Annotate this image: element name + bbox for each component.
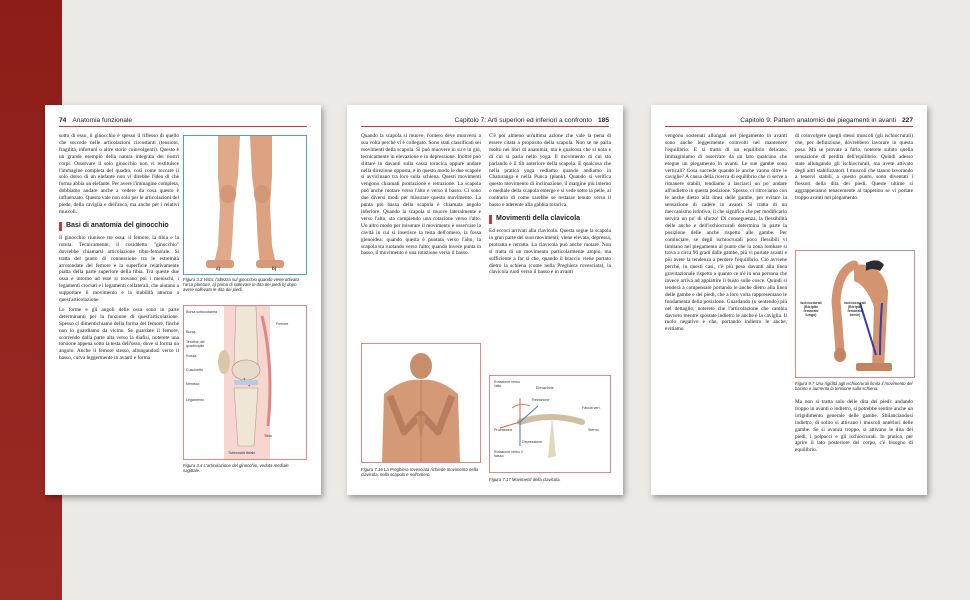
anatomy-label: Tibia: [264, 434, 272, 438]
figure-legs-photo: [183, 135, 307, 275]
back-pose-illustration: [362, 344, 480, 462]
running-title: Capitolo 7: Arti superiori ed inferiori a confronto: [454, 117, 592, 124]
figure-caption: Figura 7.17 Movimenti della clavicola.: [489, 477, 561, 482]
section-title: Basi di anatomia del ginocchio: [66, 221, 169, 229]
anatomy-label: Legamento: [186, 398, 204, 402]
figure-caption: Figura 7.16 La Preghiera rovesciata richiede movimento nella clavicola, nella scapola e nell'omero.: [361, 467, 479, 478]
diagram-label: Sterno: [588, 428, 599, 432]
figure-knee-anatomy: [183, 305, 307, 460]
figure-forward-bend-photo: [795, 250, 915, 378]
anatomy-label: Tendine del quadricipite: [186, 340, 205, 348]
paragraph: Le forme e gli angoli delle ossa sono in parte determinanti per la funzione di quest'articolazione. Spesso ci dimentichiamo della forma del femore, finché non lo guardiamo da vicino. Se guardate il femore, scorrendo dalla parte alta verso la diafisi, noterete una torsione appena sotto la testa dell'osso, dove si forma un angolo. Anche il femore stesso, allungandosi verso il basso, curva leggermente in avanti e forma: [59, 306, 179, 362]
figure-label-a: a): [216, 266, 221, 271]
page-header: [59, 115, 307, 127]
page-number: 227: [901, 117, 913, 124]
book-page-74: [45, 105, 321, 495]
text-column-left: [665, 133, 787, 488]
figure-caption: Figura 3.3 Vista: l'altezza sul ginocchio quando viene attivato l'arco plantare, a) prima di sollevare le dita dei piedi b) dopo avere sollevato le dita dei piedi.: [183, 277, 299, 293]
page-header: [665, 115, 913, 127]
paragraph: C'è poi almeno un'ultima azione che vale la pena di essere citata a proposito della scapola. Non se ne parla molto nei libri di anatomia, ma è qualcosa che si nota e di cui si parla nello yoga. Il movimento di cui sto parlando è il tilt anteriore della scapola. E qualcosa che nella pratica yoga vediamo quando andiamo in Chaturanga e nella Punca (plank). Quando si verifica questo movimento di inclinazione, il margine più interno o mediale della scapola emerge e si vede sotto la pelle, al contrario di come sarebbe se restasse tenuto verso il basso e aderente alla gabbia toracica.: [489, 133, 611, 209]
text-column-right-bottom: [795, 399, 913, 489]
knee-illustration: [184, 306, 306, 459]
paragraph: Il ginocchio riunisce tre ossa: il femore, la tibia e la rotula. Tecnicamente, il cosiddetto "ginocchio" dovrebbe chiamarsi articolazione tibio-femorale. Si tratta del punto di connessione tra le estremità arrotondate del femore e la superficie relativamente piatta della parte superiore della tibia. Tra queste due ossa e intorno ad esse si trovano poi i menischi, i legamenti crociati e i legamenti collaterali, che aiutano a supportare il movimento e la stabilità attorno a quest'articolazione.: [59, 234, 179, 304]
section-heading: [59, 222, 179, 231]
figure-label-b: b): [272, 266, 277, 271]
anatomy-label: Tuberosità tibiale: [228, 451, 256, 455]
legs-illustration: [184, 136, 306, 274]
anatomy-label: Rotula: [186, 354, 197, 358]
diagram-label: Protrazione: [494, 428, 513, 432]
paragraph: Ed eccoci arrivati alla clavicola. Questa segue la scapola in gran parte dei suoi movimenti; viene elevata, depressa, protratta e retratta. La clavicola può anche ruotare. Non si tratta di un movimento particolarmente ampio, ma sufficiente a far sì che, quando il braccio viene portato dietro la schiena (come nella Preghiera rovesciata), la clavicola ruoti verso il basso e in avanti: [489, 227, 611, 276]
paragraph: vengono sostenuti allungati nel piegamento in avanti sono anche leggermente coinvolti nel mantenere l'equilibrio. E si tratta di un equilibrio delicato. Immaginiamo di osservare da un lato qualcuno che esegue un piegamento in avanti. Le sue gambe sono verticali? Cosa succede quando le anche vanno oltre le caviglie? A causa della ricerca di equilibrio che ci serve a rimanere stabili, tendiamo a lasciarci un po' andare all'indietro in questa posizione. Spesso, ci ritroviamo con le anche dietro alla linea delle gambe, per evitare la sensazione di cadere in avanti. Si tratta di un meccanismo istintivo, il che significa che per modificarlo servirà un po' di sforzo! Di conseguenza, la flessibilità delle anche e dell'ischiocrurali determina in parte la posizione delle anche rispetto alle gambe. Per cominciare, se degli ischiocrurali poco flessibili vi limitano nel piegamento al punto che la zona lombare si trova a circa 90 gradi dalle gambe, più vi portate avanti e più avete la tendenza a perdere l'equilibrio. Ciò avviene perché, in questi casi, c'è più peso davanti alla linea gravitazionale rispetto a quanto ce n'è in una persona che invece arriva ad appiattire il busto sulle cosce. Quindi si tenderà a compensare portando le anche dietro alla linea delle gambe e dei piedi, che a loro volta rappresentano le fondamenta della posizione. Guardando (o sentendo) più nel dettaglio, noterete che l'articolazione che cambia davvero mentre spostate indietro le anche è la caviglia. Il ruolo negativo è che, portando indietro le anche, evitiamo: [665, 133, 787, 333]
running-title: Capitolo 9: Pattern anatomici dei piegamenti in avanti: [740, 117, 896, 124]
anatomy-label: Femore: [276, 322, 289, 326]
page-number: 74: [59, 117, 67, 124]
book-page-185: [347, 105, 623, 495]
diagram-label: Depressione: [522, 440, 543, 444]
book-page-227: [651, 105, 927, 495]
paragraph: Ma non si tratta solo delle dita dei piedi: andando troppo in avanti o indietro, si potrebbe sentire anche un irrigidimento generale delle gambe. Sbilanciandosi indietro, di solito si attivano i muscoli anteriori delle gambe. Se si avanza troppo, si attivano le dita dei piedi, i polpacci e gli ischiocrurali. In pratica, per aprire il lato posteriore del corpo, c'è bisogno di equilibrio.: [795, 399, 913, 454]
section-marker: [59, 222, 62, 231]
figure-caption: Figura 9.7 Una rigidità agli ischiocrurali limita il movimento del bacino e aumenta la tensione sulla schiena.: [795, 381, 913, 392]
page-number: 185: [597, 117, 609, 124]
page-header: [361, 115, 609, 127]
paragraph: di coinvolgere quegli stessi muscoli (gli ischiocrurali) che, per definizione, dovrebbero lavorare in questa posa. Ma se provate a farlo, noterete subito quella sensazione di perdita dell'equilibrio. Quindi adesso state allungando gli ischiocrurali, ma avete attivato degli altri stabilizzatori. I muscoli che stanno lavorando a tenervi stabili, a questo punto, sono diventati i flessori della dita dei piedi. Queste ultime si aggrapperanno tenacemente al tappetino se vi portate troppo avanti nel piegamento.: [795, 133, 913, 202]
running-title: Anatomia funzionale: [72, 117, 133, 124]
text-column-left: [59, 133, 179, 488]
text-column-left: [361, 133, 481, 337]
paragraph: sotto di esso, il ginocchio è spesso il riflesso di quello che succede nelle articolazioni circostanti (tensioni, fragilità, infortuni o altre storie coinvolgenti). Questo è un grande esempio della natura integrata dei nostri corpi. Osservare il solo ginocchio non vi restituisce l'immagine completa del quadro, così come toccare il solo dorso di un elefante non vi direbbe l'idea di che forma abbia un elefante. Per avere l'immagine completa, dobbiamo andare anche a vedere da cosa questo è influenzato. Questo vale non solo per le articolazioni del piede, della caviglia e dell'anca, ma anche per i relativi muscoli.: [59, 133, 179, 215]
anatomy-label: Bursa: [186, 330, 196, 334]
anatomy-label: Cuscinetto: [186, 368, 203, 372]
muscle-label: Ischiocrurali (Bicipite femorale lungo): [800, 301, 822, 317]
section-marker: [489, 215, 492, 224]
diagram-label: Elevazione: [536, 386, 554, 390]
diagram-label: Rotazione verso il basso: [494, 450, 523, 458]
muscle-label: Ischiocrurali (Bicipite femorale breve): [844, 301, 866, 317]
anatomy-label: Menisco: [186, 382, 200, 386]
diagram-label: Retrazione: [532, 398, 550, 402]
section-title: Movimenti della clavicola: [496, 215, 581, 223]
diagram-label: Rotazione verso l'alto: [494, 380, 520, 388]
figure-reverse-prayer-photo: [361, 343, 481, 463]
figure-caption: Figura 3.4 L'articolazione del ginocchio, veduta mediale sagittale.: [183, 463, 289, 474]
paragraph: Quando la scapola si muove, l'omero deve muoversi a sua volta perché vi è collegato. Sono stati classificati sei movimenti della scapola. Si può muovere in su e in giù, tecnicamente in elevazione e in depressione. Inoltre può slittare in davanti sulla cassa toracica oppure andare nella direzione opposta, e in questo modo le due scapole si avvicinano tra loro sulla schiena. Questi movimenti vengono chiamati protrazione e retrazione. La scapola può anche ruotare verso l'alto e verso il basso. Ci sono due diversi modi per misurare questo movimento. La punta più bassa della scapola è chiamata angolo inferiore. Quando la scapola si muove lateralmente e verso l'alto, sta compiendo una rotazione verso l'alto. Un altro modo per misurare il movimento è osservare la cavità in cui si inserisce la testa dell'omero, la fossa glenoidea: quando questa è puntata verso l'alto, la scapola sta ruotando verso l'alto; quando invece punta in basso, il movimento è una rotazione verso il basso.: [361, 133, 481, 257]
figure-clavicle-movements: [489, 375, 611, 473]
anatomy-label: Borsa sottocutanea: [186, 310, 217, 314]
diagram-label: Faccia vert.: [582, 406, 601, 410]
section-heading: [489, 215, 611, 224]
text-column-right-top: [795, 133, 913, 248]
